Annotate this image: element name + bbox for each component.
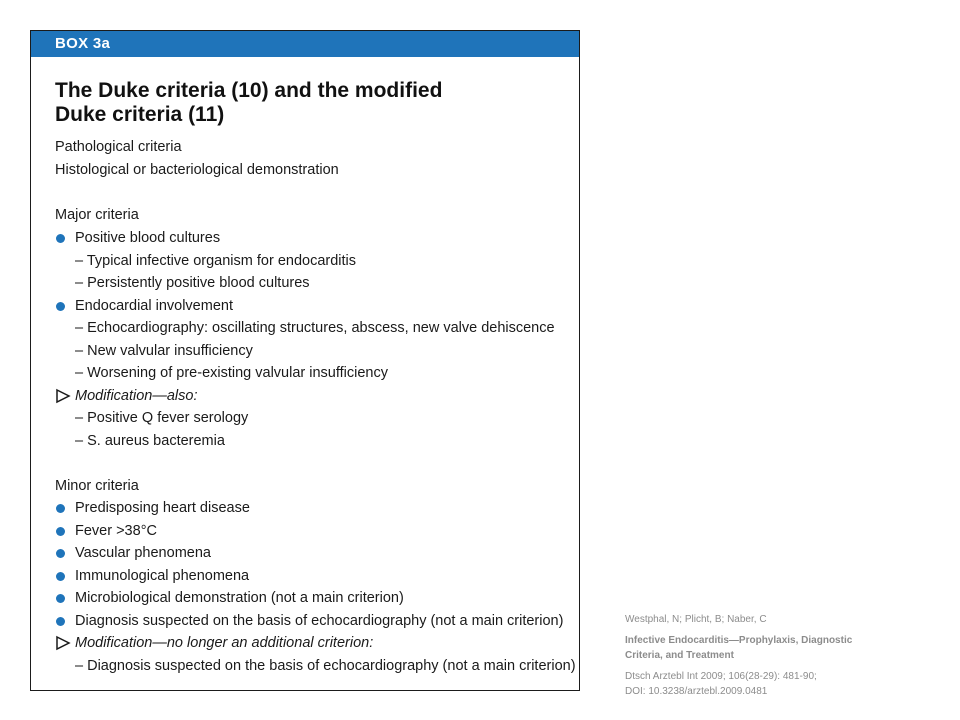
- major-bullet-2-text: Endocardial involvement: [75, 298, 233, 314]
- minor-heading: Minor criteria: [55, 478, 139, 494]
- box-title-line-2: Duke criteria (11): [55, 103, 225, 126]
- major-bullet-1-sub-1: – Typical infective organism for endocarditis: [75, 253, 357, 269]
- bullet-dot-icon: [56, 549, 65, 558]
- bullet-dot-icon: [56, 504, 65, 513]
- bullet-dot-icon: [56, 572, 65, 581]
- major-modification-sub-2: – S. aureus bacteremia: [75, 433, 225, 449]
- major-heading: Major criteria: [55, 207, 139, 223]
- pathological-heading: Pathological criteria: [55, 139, 182, 155]
- minor-modification-text: Modification—no longer an additional criterion:: [75, 635, 374, 651]
- bullet-dot-icon: [56, 594, 65, 603]
- criteria-box: [30, 30, 580, 691]
- major-modification-text: Modification—also:: [75, 388, 198, 404]
- citation-title-line-1: Infective Endocarditis—Prophylaxis, Diagnostic: [625, 635, 853, 646]
- box-title: [55, 79, 555, 127]
- box-label: BOX 3a: [55, 35, 111, 52]
- major-bullet-2-sub-3: – Worsening of pre-existing valvular insufficiency: [75, 365, 388, 381]
- major-bullet-2-sub-1: – Echocardiography: oscillating structures, abscess, new valve dehiscence: [75, 320, 555, 336]
- minor-bullet-2-text: Fever >38°C: [75, 523, 157, 539]
- minor-modification-sub-1: – Diagnosis suspected on the basis of echocardiography (not a main criterion): [75, 658, 576, 674]
- bullet-dot-icon: [56, 234, 65, 243]
- bullet-dot-icon: [56, 617, 65, 626]
- bullet-dot-icon: [56, 302, 65, 311]
- citation-journal-line-1: Dtsch Arztebl Int 2009; 106(28-29): 481-90;: [625, 671, 817, 682]
- minor-bullet-4-text: Immunological phenomena: [75, 568, 250, 584]
- box-header-bar: [31, 31, 579, 57]
- major-bullet-1-sub-2: – Persistently positive blood cultures: [75, 275, 310, 291]
- minor-bullet-5-text: Microbiological demonstration (not a main criterion): [75, 590, 404, 606]
- box-title-line-1: The Duke criteria (10) and the modified: [55, 79, 443, 102]
- citation-doi: DOI: 10.3238/arztebl.2009.0481: [625, 686, 768, 697]
- minor-bullet-3-text: Vascular phenomena: [75, 545, 211, 561]
- triangle-right-icon: [55, 388, 71, 404]
- major-modification-sub-1: – Positive Q fever serology: [75, 410, 249, 426]
- citation-title-line-2: Criteria, and Treatment: [625, 650, 734, 661]
- minor-bullet-1-text: Predisposing heart disease: [75, 500, 250, 516]
- major-bullet-1-text: Positive blood cultures: [75, 230, 221, 246]
- triangle-right-icon: [55, 635, 71, 651]
- bullet-dot-icon: [56, 527, 65, 536]
- pathological-text: Histological or bacteriological demonstration: [55, 162, 339, 178]
- major-bullet-2-sub-2: – New valvular insufficiency: [75, 343, 253, 359]
- citation-authors: Westphal, N; Plicht, B; Naber, C: [625, 614, 767, 625]
- minor-bullet-6-text: Diagnosis suspected on the basis of echocardiography (not a main criterion): [75, 613, 564, 629]
